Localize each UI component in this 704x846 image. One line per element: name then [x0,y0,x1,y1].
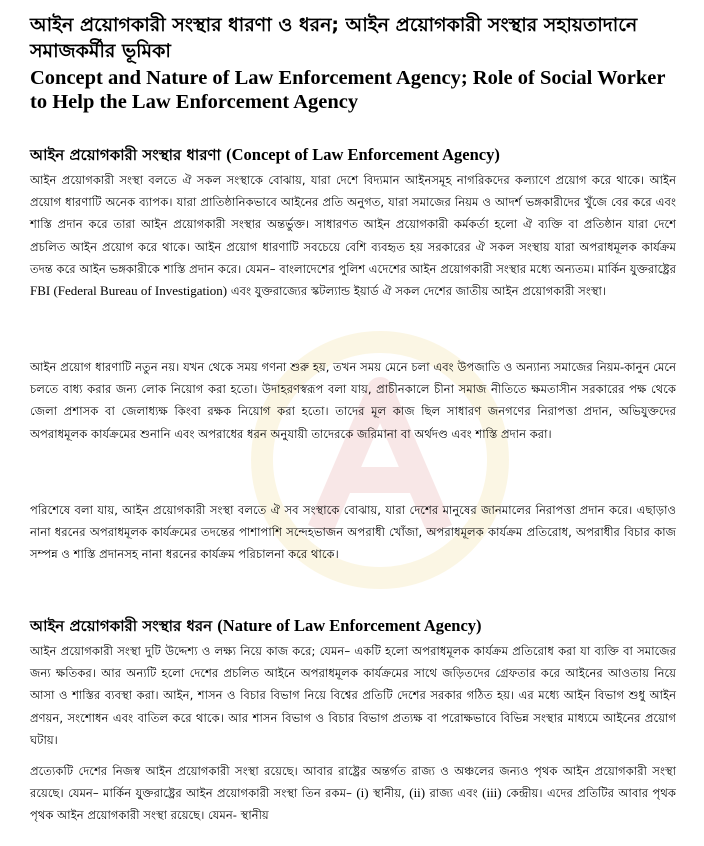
title-english: Concept and Nature of Law Enforcement Agency; Role of Social Worker to Help the Law Enforcement Agency [30,67,666,113]
paragraph-nature-1: আইন প্রয়োগকারী সংস্থা দুটি উদ্দেশ্য ও লক্ষ্য নিয়ে কাজ করে; যেমন– একটি হলো অপরাধমূলক কার্যক্রম প্রতিরোধ করা যা ব্যক্তি বা সমাজের জন্য ক্ষতিকর। আর অন্যটি হলো দেশের প্রচলিত আইনে অপরাধমূলক কার্যক্রমের সাথে জড়িতদের গ্রেফতার করে আইনের আওতায় নিয়ে আসা ও শাস্তির ব্যবস্থা করা। আইন, শাসন ও বিচার বিভাগ নিয়ে বিশ্বের প্রতিটি দেশের সরকার গঠিত হয়। এর মধ্যে আইন বিভাগ শুধু আইন প্রণয়ন, সংশোধন এবং বাতিল করে থাকে। আর শাসন বিভাগ ও বিচার বিভাগ প্রত্যক্ষ বা পরোক্ষভাবে বিভিন্ন সংস্থার মাধ্যমে আইনের প্রয়োগ ঘটায়। [30,644,676,747]
paragraph-concept-1 [30,169,676,302]
paragraph-concept-3: পরিশেষে বলা যায়, আইন প্রয়োগকারী সংস্থা বলতে ঐ সব সংস্থাকে বোঝায়, যারা দেশের মানুষের জানমালের নিরাপত্তা প্রদান করে। এছাড়াও নানা ধরনের অপরাধমূলক কার্যক্রমের তদন্তের পাশাপাশি সন্দেহভাজন অপরাধী খোঁজা, অপরাধমূলক কার্যক্রম প্রতিরোধ, অপরাধীর বিচার কাজ সম্পন্ন ও শাস্তি প্রদানসহ নানা ধরনের কার্যক্রম পরিচালনা করে থাকে। [30,503,676,562]
section-heading-nature [30,615,676,637]
paragraph-text: আইন প্রয়োগকারী সংস্থা বলতে ঐ সকল সংস্থাকে বোঝায়, যারা দেশে বিদ্যমান আইনসমূহ নাগরিকদের কল্যাণে প্রয়োগ করে থাকে। আইন প্রয়োগ ধারণাটি অনেক ব্যাপক। যারা প্রাতিষ্ঠানিকভাবে আইনের প্রতি অনুগত, যারা সমাজের নিয়ম ও আদর্শ ভঙ্গকারীদের খুঁজে বের করে এবং শাস্তি প্রদান করে তারা আইন প্রয়োগকারী সংস্থার অন্তর্ভুক্ত। সাধারণত আইন প্রয়োগকারী কর্মকর্তা হলো ঐ ব্যক্তি বা প্রতিষ্ঠান যারা দেশে প্রচলিত আইন প্রয়োগ করে থাকে। আইন প্রয়োগ ধারণাটি সবচেয়ে বেশি ব্যবহৃত হয় সরকারের ঐ সকল সংস্থায় যারা অপরাধমূলক কার্যক্রম তদন্ত করে আইন ভঙ্গকারীকে শাস্তি প্রদান করে। যেমন– বাংলাদেশের পুলিশ এদেশের আইন প্রয়োগকারী সংস্থার মধ্যে অন্যতম। মার্কিন যুক্তরাষ্ট্রের [30,173,676,276]
heading-bangla: আইন প্রয়োগকারী সংস্থার ধরন [30,617,213,635]
paragraph-nature-2 [30,760,676,827]
title-bangla: আইন প্রয়োগকারী সংস্থার ধারণা ও ধরন; আইন প্রয়োগকারী সংস্থার সহায়তাদানে সমাজকর্মীর ভূমিকা [30,14,638,62]
list-marker: (i) [356,785,369,801]
list-marker: (ii) [409,785,426,801]
heading-english: (Nature of Law Enforcement Agency) [217,616,482,635]
heading-english: (Concept of Law Enforcement Agency) [226,145,500,164]
paragraph-text: স্থানীয়, [373,786,405,801]
section-heading-concept [30,144,676,166]
paragraph-concept-2: আইন প্রয়োগ ধারণাটি নতুন নয়। যখন থেকে সময় গণনা শুরু হয়, তখন সময় মেনে চলা এবং উপজাতি ও অন্যান্য সমাজের নিয়ম-কানুন মেনে চলতে বাধ্য করার জন্য লোক নিয়োগ করা হতো। উদাহরণস্বরূপ বলা যায়, প্রাচীনকালে চীনা সমাজ নীতিতে ক্ষমতাসীন সরকারের পক্ষ থেকে জেলা প্রশাসক বা জেলাধ্যক্ষ কিংবা রক্ষক নিয়োগ করা হতো। তাদের মূল কাজ ছিল সাধারণ জনগণের নিরাপত্তা প্রদান, অভিযুক্তদের অপরাধমূলক কার্যক্রমের শুনানি এবং অপরাধের ধরন অনুযায়ী তাদেরকে জরিমানা বা অর্থদণ্ড এবং শাস্তি প্রদান করা। [30,360,676,441]
paragraph-text: এবং যুক্তরাজ্যের স্কটল্যান্ড ইয়ার্ড ঐ সকল দেশের জাতীয় আইন প্রয়োগকারী সংস্থা। [230,284,606,299]
paragraph-text: প্রত্যেকটি দেশের নিজস্ব আইন প্রয়োগকারী সংস্থা রয়েছে। আবার রাষ্ট্রের অন্তর্গত রাজ্য ও অঞ্চলের জন্যও পৃথক আইন প্রয়োগকারী সংস্থা রয়েছে। যেমন– মার্কিন যুক্তরাষ্ট্রের আইন প্রয়োগকারী সংস্থা তিন রকম– [30,764,676,801]
heading-bangla: আইন প্রয়োগকারী সংস্থার ধারণা [30,146,221,164]
paragraph-text: কেন্দ্রীয়। এদের প্রতিটির আবার পৃথক পৃথক আইন প্রয়োগকারী সংস্থা রয়েছে। যেমন- স্থানীয় [30,786,677,823]
document-title [30,12,676,114]
paragraph-english-term: FBI (Federal Bureau of Investigation) [30,283,228,299]
list-marker: (iii) [482,785,502,801]
paragraph-text: রাজ্য এবং [429,786,478,801]
